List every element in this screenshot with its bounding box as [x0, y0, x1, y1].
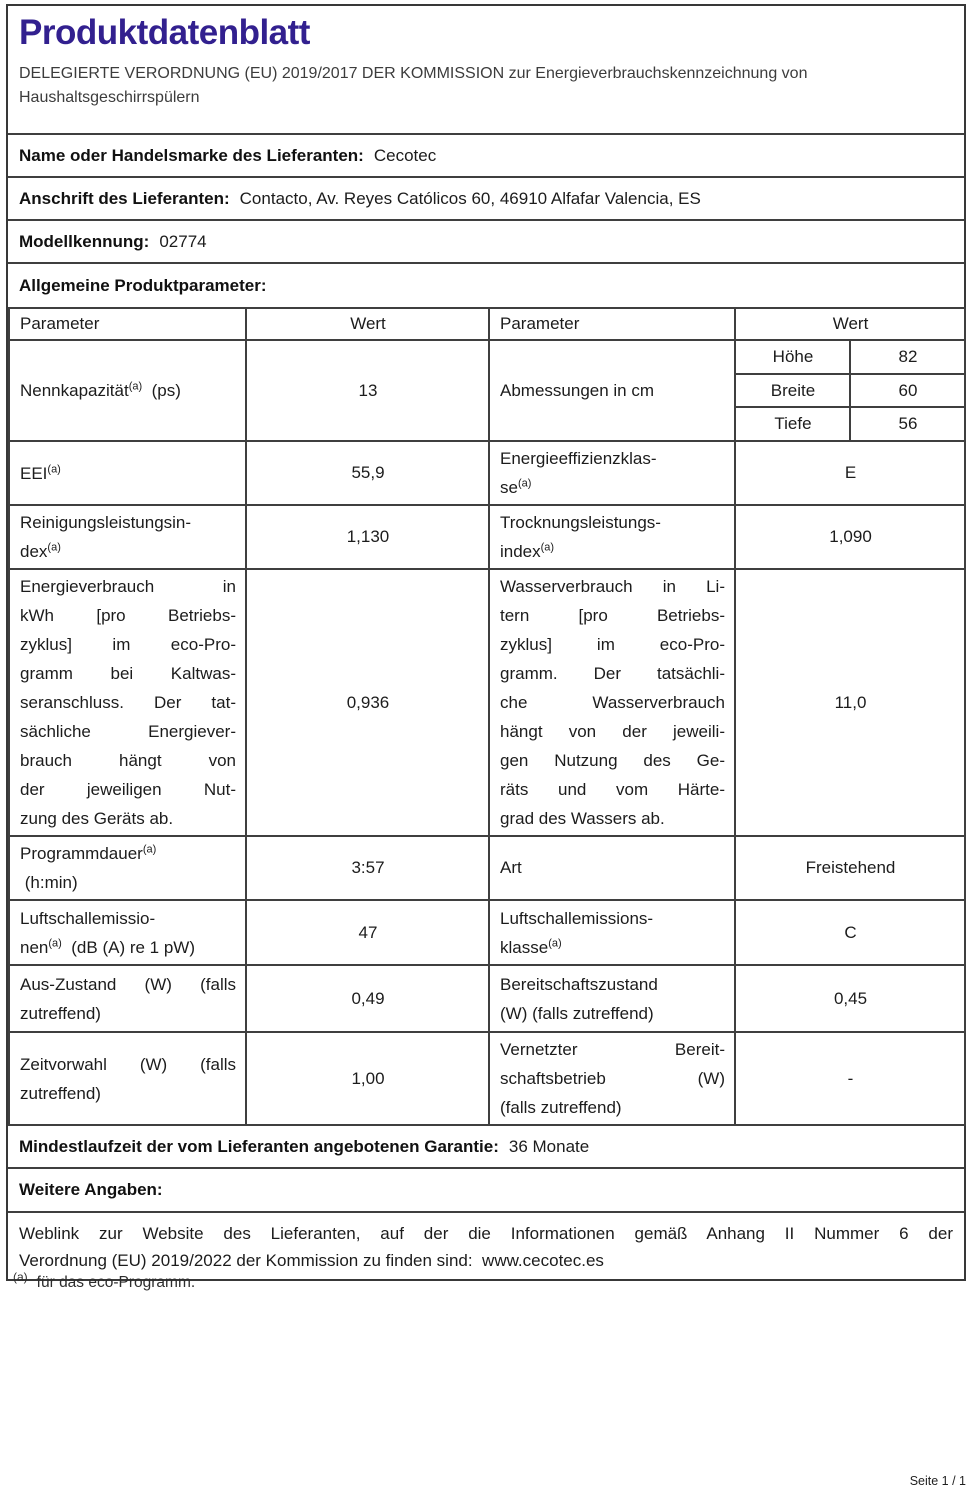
param-cell-reinigungsindex: Reinigungsleistungsin- dex$^{(a)}$: [9, 505, 246, 569]
dim-label-hoehe: Höhe: [735, 340, 850, 374]
param-cell-nennkapazitaet: Nennkapazität$^{(a)}$ (ps): [9, 340, 246, 441]
param-cell-programmdauer: Programmdauer$^{(a)}$ (h:min): [9, 836, 246, 900]
dim-value-hoehe: 82: [850, 340, 965, 374]
table-row-aus-bereitschaft: [9, 965, 965, 1032]
table-row-capacity-dimensions: [9, 340, 965, 374]
model-id-label: Modellkennung:: [19, 231, 150, 251]
param-cell-art: Art: [489, 836, 735, 900]
page-number: Seite 1 / 1: [909, 1474, 966, 1488]
value-cell-energieeffizienzklasse: E: [735, 441, 965, 505]
supplier-address-value: Contacto, Av. Reyes Católicos 60, 46910 Alfafar Valencia, ES: [239, 188, 701, 208]
param-cell-zeitvorwahl: Zeitvorwahl (W) (falls zutreffend): [9, 1032, 246, 1125]
value-cell-luftschallklasse: C: [735, 900, 965, 965]
general-parameters-label: Allgemeine Produktparameter:: [19, 275, 267, 295]
parameters-table: [8, 307, 966, 1126]
table-row-eei: [9, 441, 965, 505]
column-header-parameter-2: Parameter: [489, 308, 735, 340]
column-header-wert-2: Wert: [735, 308, 965, 340]
more-info-row: [8, 1167, 964, 1211]
supplier-name-label: Name oder Handelsmarke des Lieferanten:: [19, 145, 364, 165]
guarantee-row: [8, 1126, 964, 1167]
column-header-wert-1: Wert: [246, 308, 489, 340]
supplier-address-label: Anschrift des Lieferanten:: [19, 188, 230, 208]
table-row-luftschall: [9, 900, 965, 965]
datasheet-frame: [6, 4, 966, 1281]
param-cell-eei: EEI$^{(a)}$: [9, 441, 246, 505]
value-cell-nennkapazitaet: 13: [246, 340, 489, 441]
param-cell-luftschallemissionen: Luftschallemissio- nen$^{(a)}$ (dB (A) re 1 pW): [9, 900, 246, 965]
value-cell-eei: 55,9: [246, 441, 489, 505]
dim-label-tiefe: Tiefe: [735, 407, 850, 441]
param-cell-energieeffizienzklasse: Energieeffizienzklas- $se^{(a)}$: [489, 441, 735, 505]
footnote: [13, 1270, 195, 1292]
param-cell-wasserverbrauch: Wasserverbrauch in Li- tern [pro Betriebs- zyklus] im eco-Pro- gramm. Der tatsächli- che Wasserverbrauch hängt von der jeweili- gen Nutzung des Ge- räts und vom Härte- grad des Wassers ab.: [489, 569, 735, 836]
param-cell-aus-zustand: Aus-Zustand (W) (falls zutreffend): [9, 965, 246, 1032]
supplier-address-row: [8, 176, 964, 219]
model-id-value: 02774: [159, 231, 207, 251]
title-block: [8, 6, 964, 133]
column-header-parameter-1: Parameter: [9, 308, 246, 340]
more-info-label: Weitere Angaben:: [19, 1180, 163, 1199]
value-cell-aus-zustand: 0,49: [246, 965, 489, 1032]
param-cell-energieverbrauch: Energieverbrauch in kWh [pro Betriebs- zyklus] im eco-Pro- gramm bei Kaltwas- seranschluss. Der tat- sächliche Energiever- brauch hängt von der jeweiligen Nut- zung des Geräts ab.: [9, 569, 246, 836]
dim-value-breite: 60: [850, 374, 965, 407]
value-cell-reinigungsindex: 1,130: [246, 505, 489, 569]
model-id-row: [8, 219, 964, 262]
table-row-programmdauer-art: [9, 836, 965, 900]
dim-value-tiefe: 56: [850, 407, 965, 441]
value-cell-zeitvorwahl: 1,00: [246, 1032, 489, 1125]
param-cell-abmessungen: Abmessungen in cm: [489, 340, 735, 441]
table-row-leistungsindex: [9, 505, 965, 569]
value-cell-vernetzter-bereitschaftsbetrieb: -: [735, 1032, 965, 1125]
supplier-name-row: [8, 133, 964, 176]
param-cell-bereitschaftszustand: Bereitschaftszustand (W) (falls zutreffend): [489, 965, 735, 1032]
value-cell-art: Freistehend: [735, 836, 965, 900]
table-row-zeitvorwahl-vernetzt: [9, 1032, 965, 1125]
general-parameters-row: [8, 262, 964, 307]
table-row-verbrauch: [9, 569, 965, 836]
value-cell-luftschallemissionen: 47: [246, 900, 489, 965]
dim-label-breite: Breite: [735, 374, 850, 407]
footnote-text: für das eco-Programm.: [36, 1274, 196, 1291]
param-cell-luftschallklasse: Luftschallemissions- klasse$^{(a)}$: [489, 900, 735, 965]
weblink-row: Weblink zur Website des Lieferanten, auf der die Informationen gemäß Anhang II Nummer 6 der Verordnung (EU) 2019/2022 der Kommission zu finden sind: www.cecotec.es: [8, 1211, 964, 1279]
guarantee-value: 36 Monate: [508, 1136, 590, 1156]
page-subtitle: DELEGIERTE VERORDNUNG (EU) 2019/2017 DER KOMMISSION zur Energieverbrauchskennzeichnung von Haushaltsgeschirrspülern: [19, 65, 808, 106]
page-title: Produktdatenblatt: [19, 13, 310, 52]
guarantee-label: Mindestlaufzeit der vom Lieferanten angebotenen Garantie:: [19, 1136, 499, 1156]
footnote-marker: (a): [13, 1270, 28, 1284]
table-header-row: [9, 308, 965, 340]
value-cell-programmdauer: 3:57: [246, 836, 489, 900]
param-cell-vernetzter-bereitschaftsbetrieb: Vernetzter Bereit- schaftsbetrieb (W) (falls zutreffend): [489, 1032, 735, 1125]
value-cell-wasserverbrauch: 11,0: [735, 569, 965, 836]
value-cell-bereitschaftszustand: 0,45: [735, 965, 965, 1032]
value-cell-trocknungsindex: 1,090: [735, 505, 965, 569]
param-cell-trocknungsindex: Trocknungsleistungs- index$^{(a)}$: [489, 505, 735, 569]
supplier-name-value: Cecotec: [373, 145, 437, 165]
value-cell-energieverbrauch: 0,936: [246, 569, 489, 836]
